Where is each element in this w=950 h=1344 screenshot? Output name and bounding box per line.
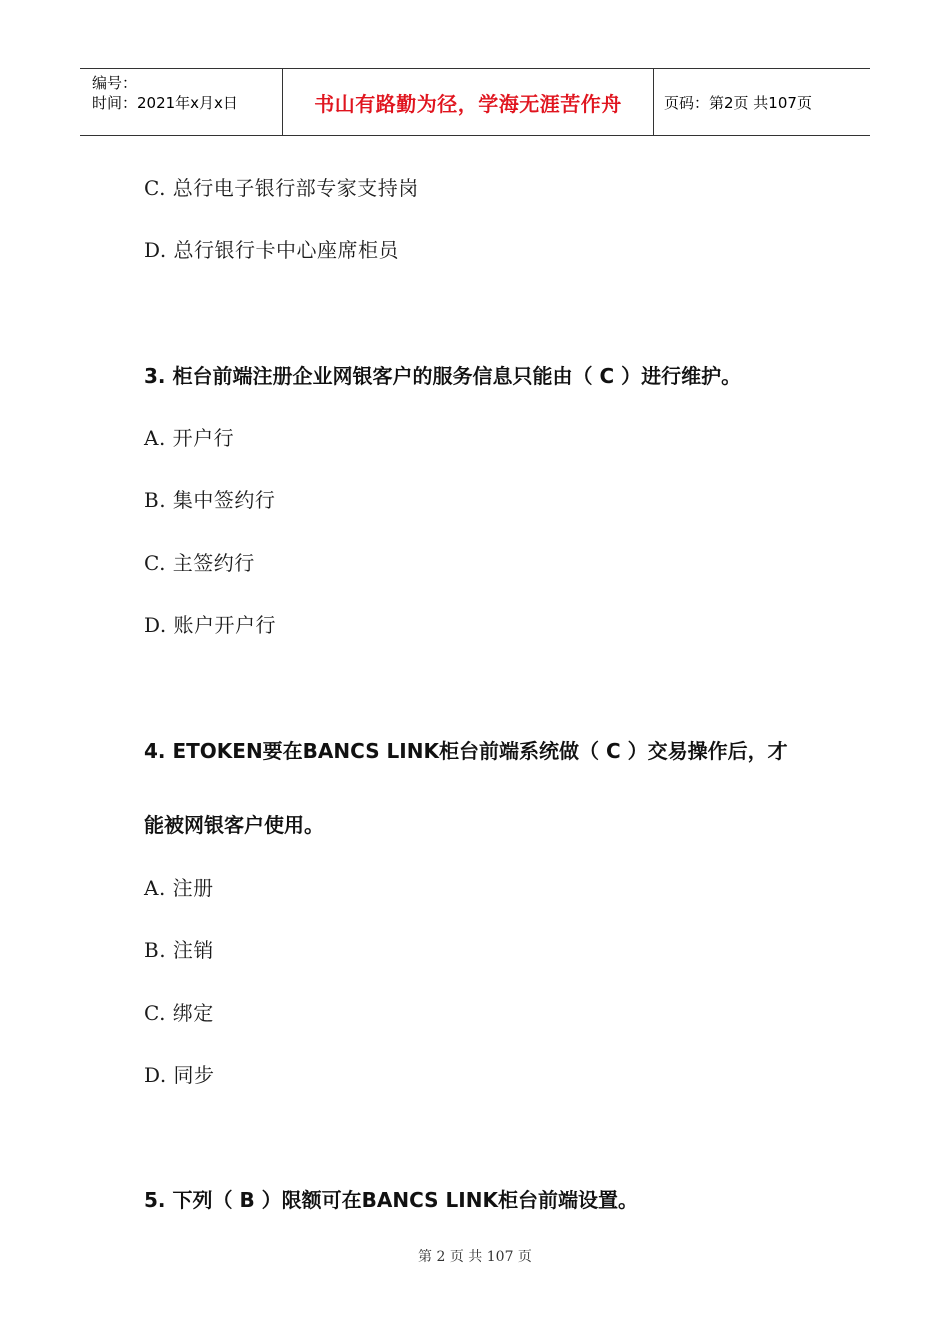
q4-question-line1: 4. ETOKEN要在BANCS LINK柜台前端系统做（ C ）交易操作后，才 — [144, 739, 788, 763]
q4-option-b: B. 注销 — [144, 938, 214, 962]
page-header — [80, 68, 870, 136]
header-time-label: 时间：2021年x月x日 — [92, 94, 238, 112]
header-page-info: 页码：第2页 共107页 — [664, 93, 812, 112]
header-motto: 书山有路勤为径，学海无涯苦作舟 — [282, 69, 654, 135]
q3-option-c: C. 主签约行 — [144, 551, 255, 575]
q4-option-d: D. 同步 — [144, 1063, 215, 1087]
q4-option-a: A. 注册 — [144, 876, 214, 900]
q4-option-c: C. 绑定 — [144, 1001, 214, 1025]
q4-question-line2: 能被网银客户使用。 — [144, 813, 324, 837]
q2-option-d: D. 总行银行卡中心座席柜员 — [144, 238, 400, 262]
q2-option-c: C. 总行电子银行部专家支持岗 — [144, 176, 419, 200]
q3-option-a: A. 开户行 — [144, 426, 235, 450]
q3-option-b: B. 集中签约行 — [144, 488, 276, 512]
q3-option-d: D. 账户开户行 — [144, 613, 277, 637]
page-footer: 第 2 页 共 107 页 — [418, 1249, 532, 1265]
header-meta — [80, 69, 282, 135]
header-number-label: 编号： — [92, 74, 138, 92]
q3-question: 3. 柜台前端注册企业网银客户的服务信息只能由（ C ）进行维护。 — [144, 364, 742, 388]
q5-question: 5. 下列（ B ）限额可在BANCS LINK柜台前端设置。 — [144, 1188, 638, 1212]
